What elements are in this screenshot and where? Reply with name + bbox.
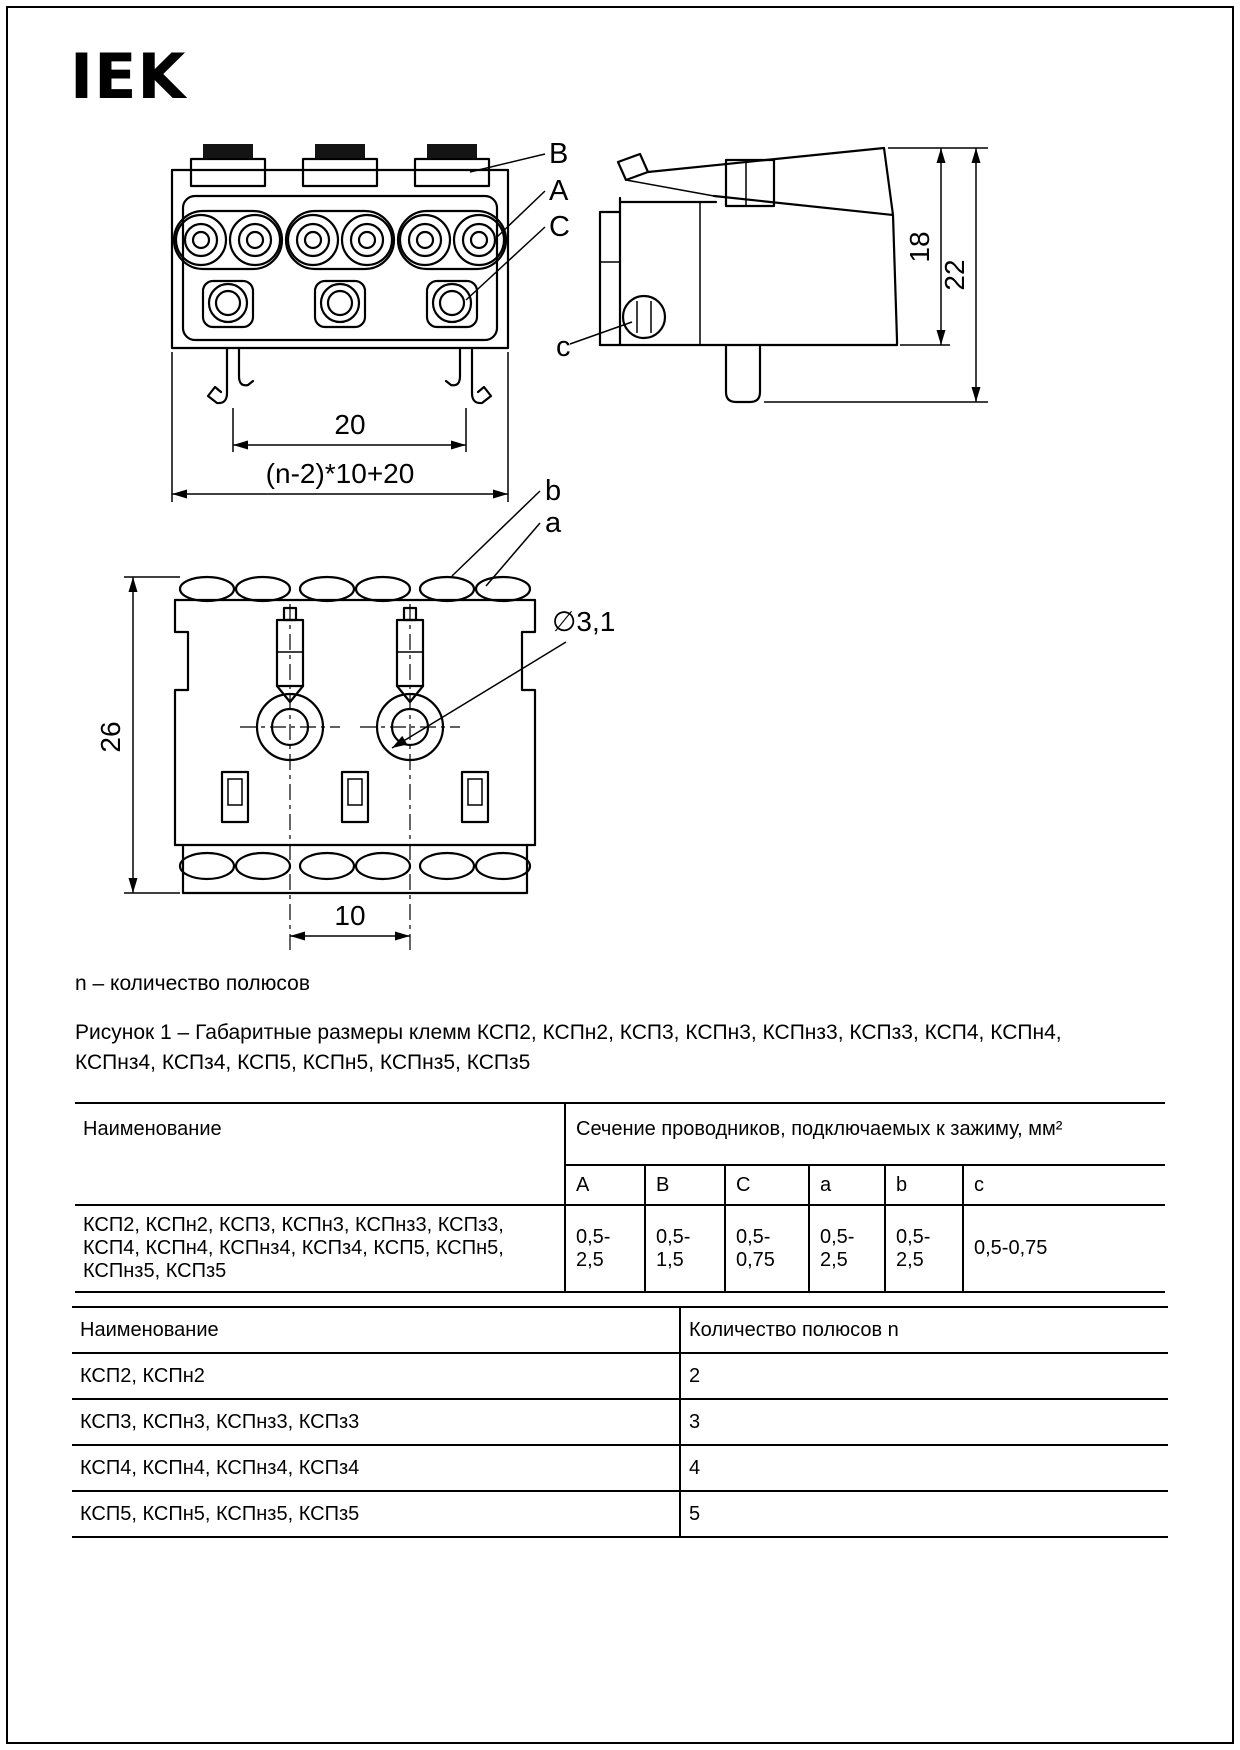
table1-subcol-a: a — [809, 1165, 885, 1205]
dimension-height-22 — [764, 148, 988, 402]
back-view-drawing — [95, 475, 615, 952]
dim-label-10: 10 — [334, 900, 366, 931]
table1-row-name: КСП2, КСПн2, КСП3, КСПн3, КСПнз3, КСПз3, КСП4, КСПн4, КСПнз4, КСПз4, КСП5, КСПн5, КСПнз5, КСПз5 — [75, 1205, 565, 1292]
table1-header-section: Сечение проводников, подключаемых к зажиму, мм² — [565, 1103, 1165, 1165]
front-view-drawing — [172, 138, 570, 502]
table1-header-name: Наименование — [75, 1103, 565, 1205]
part-label-B: B — [549, 138, 569, 170]
table-row — [75, 1205, 1165, 1292]
latch-windows — [222, 772, 488, 822]
part-label-C: C — [549, 211, 570, 243]
table-cell: 0,5-2,5 — [885, 1205, 963, 1292]
side-view-drawing — [556, 148, 988, 402]
table-cell: КСП5, КСПн5, КСПнз5, КСПз5 — [72, 1491, 680, 1537]
figure-caption: Рисунок 1 – Габаритные размеры клемм КСП2, КСПн2, КСП3, КСПн3, КСПнз3, КСПз3, КСП4, КСПн4, КСПнз4, КСПз4, КСП5, КСПн5, КСПнз5, КСПз5 — [75, 1021, 1062, 1075]
table-cell: 0,5-2,5 — [809, 1205, 885, 1292]
bottom-foot — [726, 345, 760, 402]
dim-label-diameter: ∅3,1 — [552, 606, 616, 637]
pole-3 — [398, 211, 506, 327]
dimension-height-26 — [95, 577, 180, 893]
table-row — [72, 1491, 1168, 1537]
table-row — [72, 1399, 1168, 1445]
table-cell: 4 — [680, 1445, 1168, 1491]
dimension-height-18 — [888, 148, 988, 345]
table-cell: 2 — [680, 1353, 1168, 1399]
dim-label-22: 22 — [939, 259, 970, 291]
part-label-c: c — [556, 331, 571, 363]
side-wire-hole — [623, 296, 665, 338]
table-cell: 0,5-1,5 — [645, 1205, 725, 1292]
dimension-spacing-10 — [290, 900, 410, 941]
pole-2 — [286, 211, 394, 327]
pole-1 — [174, 211, 282, 327]
mounting-feet — [208, 348, 491, 403]
poles-note: n – количество полюсов — [75, 972, 310, 995]
spring-mechanisms — [277, 608, 423, 702]
table-cell: КСП3, КСПн3, КСПнз3, КСПз3 — [72, 1399, 680, 1445]
table-cell: 0,5-2,5 — [565, 1205, 645, 1292]
dimension-pitch — [233, 408, 466, 452]
table-cell: 3 — [680, 1399, 1168, 1445]
poles-count-table — [72, 1306, 1168, 1538]
table2-header-name: Наименование — [72, 1307, 680, 1353]
table2-header-poles: Количество полюсов n — [680, 1307, 1168, 1353]
table1-subcol-c: c — [963, 1165, 1165, 1205]
table1-subcol-A: A — [565, 1165, 645, 1205]
bottom-wire-bumps — [180, 853, 530, 879]
dim-label-26: 26 — [95, 721, 126, 753]
table-cell: 5 — [680, 1491, 1168, 1537]
top-wire-bumps — [180, 577, 530, 601]
part-label-b: b — [545, 475, 562, 507]
table-cell: 0,5-0,75 — [725, 1205, 809, 1292]
part-label-a: a — [545, 507, 562, 539]
table-cell: КСП4, КСПн4, КСПнз4, КСПз4 — [72, 1445, 680, 1491]
dim-label-18: 18 — [904, 231, 935, 263]
iek-logo: IEK — [70, 40, 187, 113]
dim-label-formula: (n-2)*10+20 — [265, 458, 415, 489]
table-cell: КСП2, КСПн2 — [72, 1353, 680, 1399]
part-label-A: A — [549, 175, 569, 207]
table1-subcol-b: b — [885, 1165, 963, 1205]
table-cell: 0,5-0,75 — [974, 1237, 1048, 1259]
table-row — [72, 1353, 1168, 1399]
table1-subcol-B: B — [645, 1165, 725, 1205]
clamp-tabs — [191, 144, 489, 186]
release-lever — [618, 148, 893, 215]
table-row — [72, 1445, 1168, 1491]
dim-label-20: 20 — [334, 409, 366, 440]
conductor-section-table — [75, 1102, 1165, 1293]
table1-subcol-C: C — [725, 1165, 809, 1205]
